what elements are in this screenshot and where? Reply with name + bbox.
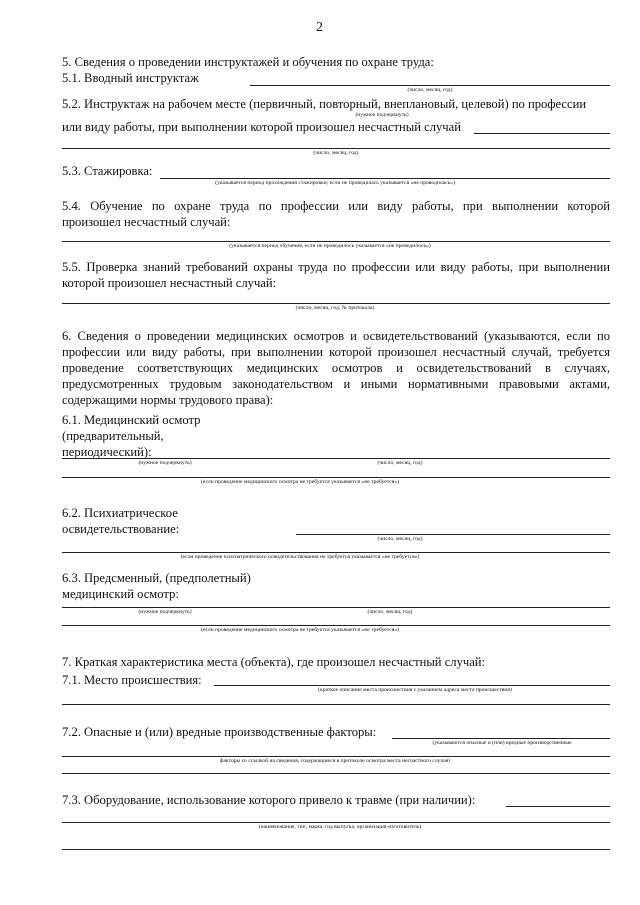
section-7-2-caption-2: факторы со ссылкой на сведения, содержащиеся в протоколе осмотра места несчастного случая): [219, 758, 451, 764]
section-6-2-date-caption: (число, месяц, год): [377, 536, 423, 542]
section-6-1-not-required-caption: (если проведение медицинского осмотра не требуется указывается «не требуется»): [200, 479, 400, 485]
section-5-2-line-b: [62, 148, 610, 149]
page-number: 2: [316, 20, 323, 35]
section-5-heading: 5. Сведения о проведении инструктажей и обучения по охране труда:: [62, 55, 434, 69]
section-5-2-underline-caption: (нужное подчеркнуть): [355, 112, 409, 118]
section-5-4-line: [62, 241, 610, 242]
section-6-3-underline-caption: (нужное подчеркнуть): [138, 609, 192, 615]
section-5-4-line2: произошел несчастный случай:: [62, 215, 231, 229]
section-5-5-line: [62, 303, 610, 304]
section-7-2-caption-1: (указываются опасные и (или) вредные производственные: [432, 740, 572, 746]
section-5-1-label: 5.1. Вводный инструктаж: [62, 71, 199, 85]
section-7-1-line-b: [62, 704, 610, 705]
section-6-2-line2: освидетельствование:: [62, 522, 180, 536]
section-6-1-underline-caption: (нужное подчеркнуть): [138, 460, 192, 466]
section-7-2-line-b: [62, 756, 610, 757]
section-5-5-line1: 5.5. Проверка знаний требований охраны труда по профессии или виду работы, при выполнении: [62, 260, 610, 274]
section-5-4-line1: 5.4. Обучение по охране труда по профессии или виду работы, при выполнении которой: [62, 199, 610, 213]
section-5-5-line2: которой произошел несчастный случай:: [62, 276, 277, 290]
section-6-2-line1: 6.2. Психиатрическое: [62, 506, 178, 520]
section-7-3-line-b: [62, 822, 610, 823]
section-6-heading-line4: предусмотренных трудовым законодательством и иными нормативными правовыми актами,: [62, 377, 610, 391]
section-5-3-label: 5.3. Стажировка:: [62, 164, 153, 178]
section-6-heading-line3: проведение соответствующих медицинских осмотров и освидетельствований в случаях,: [62, 361, 610, 375]
section-7-3-label: 7.3. Оборудование, использование которого привело к травме (при наличии):: [62, 793, 476, 807]
section-7-3-line-a: [506, 806, 610, 807]
section-5-3-line: [160, 178, 610, 179]
section-6-2-not-required-caption: (если проведение психиатрического освидетельствования не требуется указывается «не требуется»): [180, 554, 420, 560]
section-7-3-caption: (наименование, тип, марка, год выпуска, организация-изготовитель): [258, 824, 422, 830]
section-6-1-line2: (предварительный,: [62, 429, 164, 443]
section-7-2-line-a: [392, 738, 610, 739]
section-5-2-line-a: [474, 133, 610, 134]
section-6-heading-line1: 6. Сведения о проведении медицинских осмотров и освидетельствований (указываются, если по: [62, 329, 610, 343]
section-6-3-date-caption: (число, месяц, год): [367, 609, 413, 615]
section-5-3-caption: (указывается период прохождения стажировки; если не проводилась указывается «не проводилась»): [215, 180, 455, 186]
section-5-5-caption: (число, месяц, год, № протокола): [295, 305, 375, 311]
section-6-3-not-required-caption: (если проведение медицинского осмотра не требуется указывается «не требуется»): [200, 627, 400, 633]
section-7-1-caption: (краткое описание места происшествия с указанием адреса места происшествия): [318, 687, 512, 693]
section-7-1-line-a: [214, 685, 610, 686]
section-6-3-line2: медицинский осмотр:: [62, 587, 179, 601]
section-7-3-line-c: [62, 849, 610, 850]
section-5-1-line: [250, 85, 610, 86]
section-6-3-line-a: [62, 607, 610, 608]
section-7-2-label: 7.2. Опасные и (или) вредные производственные факторы:: [62, 725, 377, 739]
section-6-heading-line5: содержащими нормы трудового права):: [62, 393, 274, 407]
section-5-1-caption: (число, месяц, год): [407, 87, 453, 93]
section-7-2-line-c: [62, 773, 610, 774]
section-5-2-line1: 5.2. Инструктаж на рабочем месте (первичный, повторный, внеплановый, целевой) по профессии: [62, 97, 587, 111]
section-6-1-date-caption: (число, месяц, год): [377, 460, 423, 466]
section-5-2-line2: или виду работы, при выполнении которой произошел несчастный случай: [62, 120, 461, 134]
section-6-heading-line2: профессии или виду работы, при выполнении которой произошел несчастный случай, требуется: [62, 345, 610, 359]
section-6-1-line-a: [62, 458, 610, 459]
section-5-4-caption: (указывается период обучения, если не проводилось указывается «не проводилось»): [229, 243, 431, 249]
section-6-1-line3: периодический):: [62, 445, 152, 459]
section-6-1-line-b: [62, 477, 610, 478]
section-6-2-line-a: [296, 534, 610, 535]
section-6-1-line1: 6.1. Медицинский осмотр: [62, 413, 201, 427]
section-7-heading: 7. Краткая характеристика места (объекта), где произошел несчастный случай:: [62, 655, 486, 669]
section-7-1-label: 7.1. Место происшествия:: [62, 673, 202, 687]
section-5-2-date-caption: (число, месяц, год): [313, 150, 359, 156]
section-6-3-line1: 6.3. Предсменный, (предполетный): [62, 571, 251, 585]
section-6-3-line-b: [62, 625, 610, 626]
section-6-2-line-b: [62, 552, 610, 553]
